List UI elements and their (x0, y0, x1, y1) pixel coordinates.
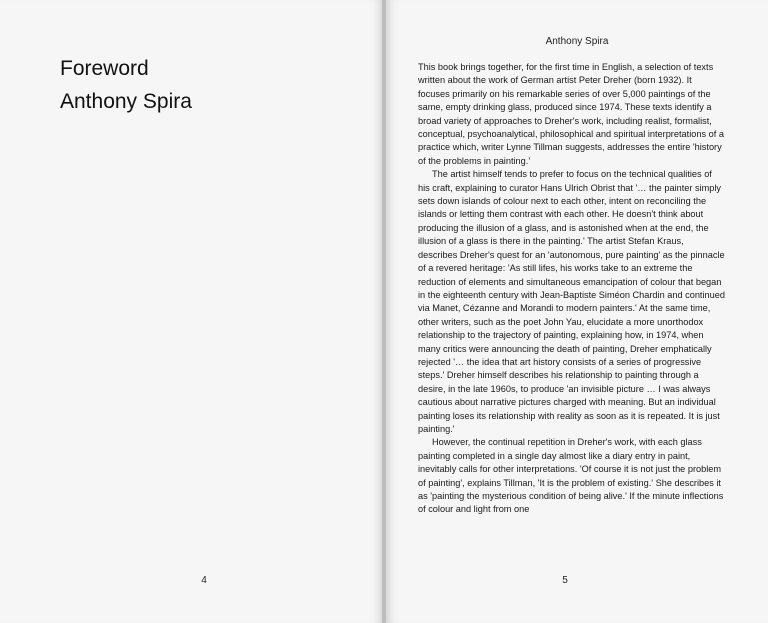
page-number-right: 5 (562, 575, 568, 586)
chapter-title (60, 52, 360, 118)
left-page (0, 0, 383, 623)
running-head: Anthony Spira (545, 36, 609, 47)
chapter-author: Anthony Spira (60, 90, 192, 113)
body-text (418, 61, 725, 517)
chapter-title-line-1: Foreword (60, 57, 149, 80)
paragraph-3: However, the continual repetition in Dreher's work, with each glass painting completed in a single day almost like a diary entry in paint, inevitably calls for other interpretations. 'Of course it is not just the problem of painting', explains Tillman, 'It is the problem of existing.' She describes it as 'painting the mysterious condition of being alive.' If the minute inflections of colour and light from one (418, 437, 724, 515)
paragraph-1: This book brings together, for the first time in English, a selection of texts written about the work of German artist Peter Dreher (born 1932). It focuses primarily on his remarkable series of over 5,000 paintings of the same, empty drinking glass, produced since 1974. These texts identify a broad variety of approaches to Dreher's work, including realist, formalist, conceptual, psychoanalytical, philosophical and spiritual interpretations of a practice which, writer Lynne Tillman suggests, addresses the entire 'history of the problems in painting.' (418, 62, 724, 166)
page-number-left: 4 (201, 575, 207, 586)
paragraph-2: The artist himself tends to prefer to focus on the technical qualities of his craft, explaining to curator Hans Ulrich Obrist that '… the painter simply sets down islands of colour next to each other, intent on reconciling the islands or letting them contrast with each other. He doesn't think about producing the illusion of a glass, and is astonished when at the end, the illusion of a glass is there in the painting.' The artist Stefan Kraus, describes Dreher's quest for an 'autonomous, pure painting' as the pinnacle of a revered heritage: 'As still lifes, his works take to an extreme the reduction of elements and simultaneous emancipation of colour that began in the eighteenth century with Jean-Baptiste Siméon Chardin and continued via Manet, Cézanne and Morandi to modern painters.' At the same time, other writers, such as the poet John Yau, elucidate a more unorthodox relationship to the trajectory of painting, explaining how, in 1974, when many critics were announcing the death of painting, Dreher emphatically rejected '… the idea that art history consists of a series of progressive steps.' Dreher himself describes his relationship to painting through a desire, in the late 1960s, to produce 'an invisible picture … I was always cautious about narrative pictures charged with meaning. But an individual painting loses its relationship with reality as soon as it is repeated. It is just painting.' (418, 169, 725, 434)
